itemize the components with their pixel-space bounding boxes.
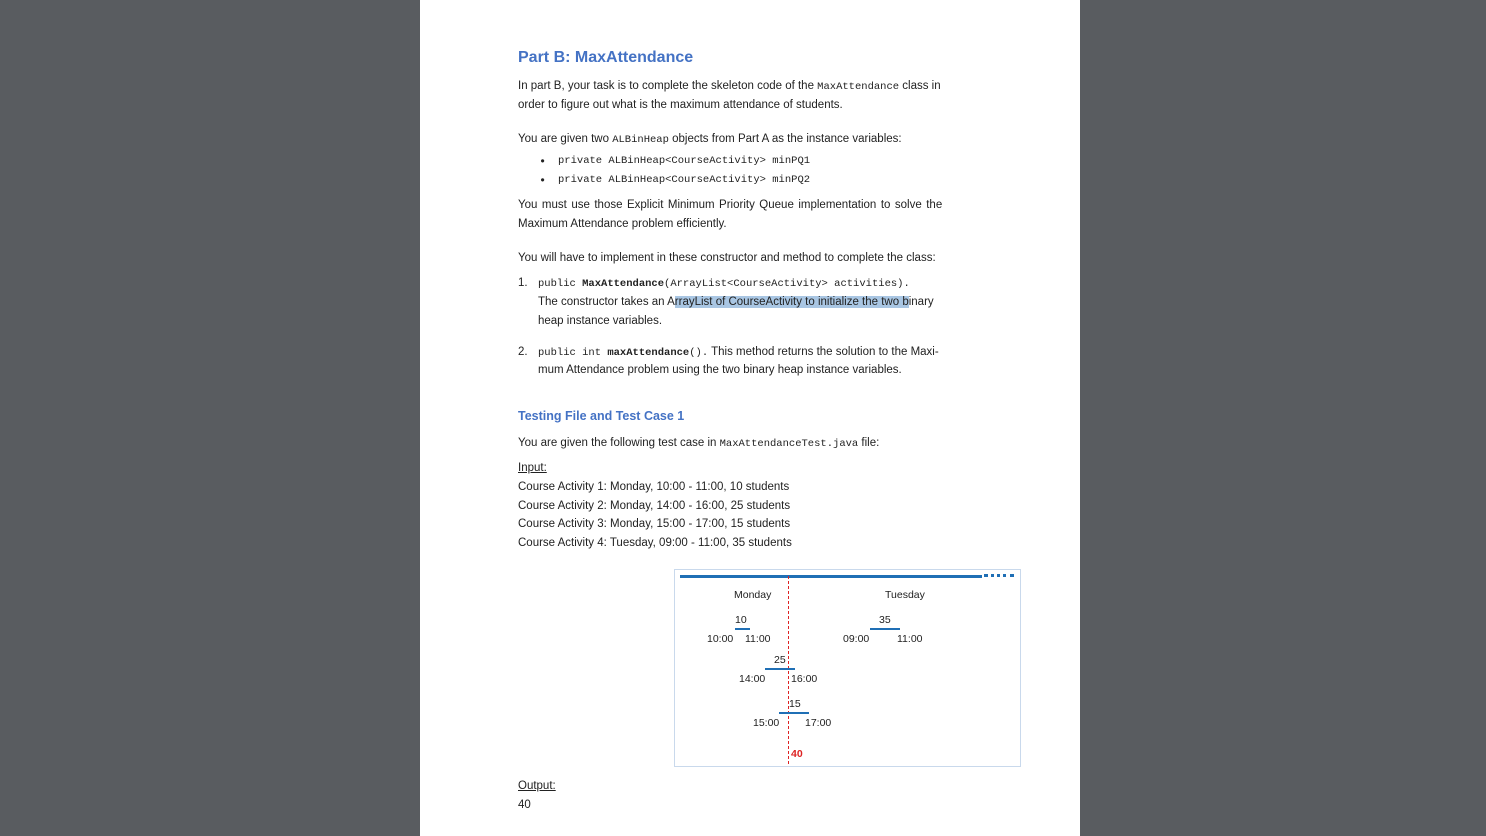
code-method-name: maxAttendance bbox=[607, 347, 690, 359]
activity2-bar bbox=[765, 668, 795, 670]
item2-description-line-2: mum Attendance problem using the two binary heap instance variables. bbox=[538, 364, 902, 376]
list-item-2 bbox=[518, 343, 939, 362]
testing-heading: Testing File and Test Case 1 bbox=[518, 409, 685, 423]
output-label: Output: bbox=[518, 780, 556, 792]
course-activity-3: Course Activity 3: Monday, 15:00 - 17:00, 15 students bbox=[518, 518, 791, 530]
max-attendance-value: 40 bbox=[791, 748, 803, 760]
desc-text: This method returns the solution to the Maxi- bbox=[708, 346, 939, 358]
test-text-end: file: bbox=[858, 437, 880, 449]
section-heading: Part B: MaxAttendance bbox=[518, 49, 694, 66]
activity1-end: 11:00 bbox=[745, 633, 771, 645]
activity1-bar bbox=[735, 628, 750, 630]
max-overlap-line bbox=[788, 576, 789, 764]
code-params: (ArrayList<CourseActivity> activities). bbox=[664, 278, 910, 290]
course-activity-2: Course Activity 2: Monday, 14:00 - 16:00, 25 students bbox=[518, 500, 791, 512]
code-constructor-name: MaxAttendance bbox=[582, 278, 665, 290]
activity4-end: 11:00 bbox=[897, 633, 923, 645]
item1-description bbox=[538, 293, 934, 312]
output-value: 40 bbox=[518, 799, 531, 811]
desc-text: The constructor takes an A bbox=[538, 296, 675, 308]
given-paragraph bbox=[518, 130, 902, 150]
activity2-value: 25 bbox=[774, 654, 786, 666]
bullet-minpq1: • private ALBinHeap<CourseActivity> minPQ1 bbox=[558, 155, 810, 167]
activity3-end: 17:00 bbox=[805, 717, 832, 729]
must-paragraph: You must use those Explicit Minimum Priority Queue implementation to solve the bbox=[518, 199, 943, 211]
input-label: Input: bbox=[518, 462, 547, 474]
timeline-bar bbox=[680, 575, 982, 578]
intro-code: MaxAttendance bbox=[817, 81, 900, 93]
given-text-end: objects from Part A as the instance variables: bbox=[668, 133, 902, 145]
activity3-bar bbox=[779, 712, 809, 714]
activity1-start: 10:00 bbox=[707, 633, 734, 645]
test-text: You are given the following test case in bbox=[518, 437, 720, 449]
code-keyword: public int bbox=[538, 347, 608, 359]
activity2-start: 14:00 bbox=[739, 673, 766, 685]
intro-paragraph bbox=[518, 77, 941, 97]
code-params: (). bbox=[689, 347, 709, 359]
course-activity-4: Course Activity 4: Tuesday, 09:00 - 11:00, 35 students bbox=[518, 537, 792, 549]
intro-line-2: order to figure out what is the maximum attendance of students. bbox=[518, 99, 843, 111]
test-paragraph bbox=[518, 434, 879, 454]
day-label-monday: Monday bbox=[734, 589, 772, 601]
day-label-tuesday: Tuesday bbox=[885, 589, 925, 601]
activity3-value: 15 bbox=[789, 698, 801, 710]
desc-text-end: inary bbox=[908, 296, 934, 308]
activity2-end: 16:00 bbox=[791, 673, 818, 685]
document-page bbox=[420, 0, 1080, 836]
code-keyword: public bbox=[538, 278, 583, 290]
timeline-dots bbox=[984, 574, 1014, 577]
activity1-value: 10 bbox=[735, 614, 747, 626]
must-line-2: Maximum Attendance problem efficiently. bbox=[518, 218, 727, 230]
intro-text-end: class in bbox=[899, 80, 941, 92]
list-item-1 bbox=[518, 274, 910, 293]
test-filename: MaxAttendanceTest.java bbox=[719, 438, 859, 450]
implement-paragraph: You will have to implement in these constructor and method to complete the class: bbox=[518, 252, 936, 264]
activity4-value: 35 bbox=[879, 614, 891, 626]
attendance-diagram bbox=[674, 569, 1021, 767]
activity4-bar bbox=[870, 628, 900, 630]
constructor-signature bbox=[538, 274, 910, 294]
highlighted-selection[interactable]: rrayList of CourseActivity to initialize the two b bbox=[674, 296, 909, 308]
list-number: 1. bbox=[518, 277, 528, 289]
method-signature bbox=[538, 343, 939, 363]
course-activity-1: Course Activity 1: Monday, 10:00 - 11:00, 10 students bbox=[518, 481, 790, 493]
list-number: 2. bbox=[518, 346, 528, 358]
given-text: You are given two bbox=[518, 133, 613, 145]
given-code: ALBinHeap bbox=[612, 134, 669, 146]
item1-description-line-2: heap instance variables. bbox=[538, 315, 663, 327]
activity3-start: 15:00 bbox=[753, 717, 780, 729]
intro-text: In part B, your task is to complete the skeleton code of the bbox=[518, 80, 818, 92]
bullet-minpq2: • private ALBinHeap<CourseActivity> minPQ2 bbox=[558, 174, 810, 186]
activity4-start: 09:00 bbox=[843, 633, 870, 645]
